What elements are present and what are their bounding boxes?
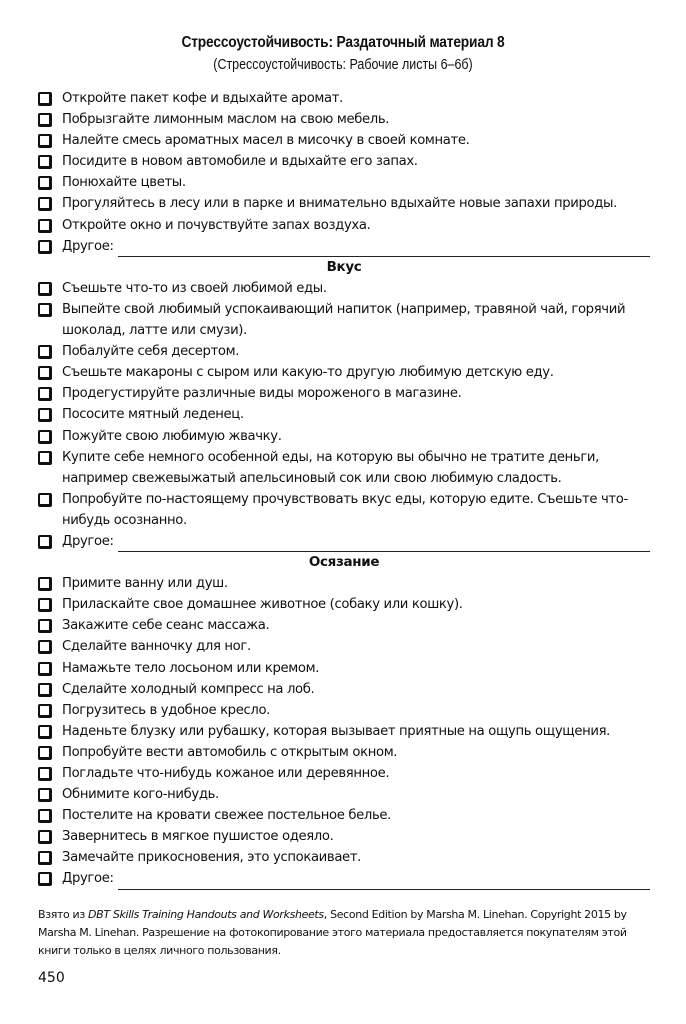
checklist-item-text: Налейте смесь ароматных масел в мисочку в своей комнате. (62, 133, 470, 149)
checklist-item (38, 573, 650, 594)
checklist-item-text: Пожуйте свою любимую жвачку. (62, 428, 282, 444)
checklist-item-text: Понюхайте цветы. (62, 175, 186, 191)
checklist-item (38, 847, 650, 868)
checklist-item (38, 826, 650, 847)
checklist-item (38, 383, 650, 404)
checklist-item (38, 299, 650, 341)
checklist-item (38, 278, 650, 299)
checklist-item-other (38, 531, 650, 552)
checklist-item (38, 742, 650, 763)
checklist-content (38, 88, 650, 890)
footer-suffix: , Second Edition by Marsha M. Linehan. Copyright 2015 by Marsha M. Linehan. Разрешение на фотокопирование этого материала предоставляется покупателям этой книги только в целях личного пользования. (38, 908, 627, 957)
page-title: Стрессоустойчивость: Раздаточный материал 8 (181, 34, 505, 51)
checklist-item-other (38, 236, 650, 257)
checkbox-icon[interactable] (38, 725, 52, 739)
checkbox-icon[interactable] (38, 176, 52, 190)
checkbox-icon[interactable] (38, 451, 52, 465)
checkbox-icon[interactable] (38, 577, 52, 591)
checklist-item (38, 172, 650, 193)
checkbox-icon[interactable] (38, 134, 52, 148)
other-write-in-line[interactable] (118, 875, 650, 890)
checkbox-icon[interactable] (38, 92, 52, 106)
checkbox-icon[interactable] (38, 662, 52, 676)
other-label: Другое: (62, 238, 114, 254)
checklist-item (38, 193, 650, 214)
checklist-item (38, 404, 650, 425)
checklist-item-text: Прогуляйтесь в лесу или в парке и внимательно вдыхайте новые запахи природы. (62, 196, 617, 212)
checkbox-icon[interactable] (38, 408, 52, 422)
checklist-item (38, 679, 650, 700)
checklist-item-other (38, 868, 650, 889)
checkbox-icon[interactable] (38, 704, 52, 718)
checkbox-icon[interactable] (38, 535, 52, 549)
checklist-item (38, 362, 650, 383)
checklist-item-text: Сделайте ванночку для ног. (62, 639, 251, 655)
footer-book-title: DBT Skills Training Handouts and Worksheets (88, 908, 324, 921)
checkbox-icon[interactable] (38, 197, 52, 211)
checkbox-icon[interactable] (38, 809, 52, 823)
checklist-item (38, 130, 650, 151)
checklist-item-text: Откройте окно и почувствуйте запах воздуха. (62, 217, 371, 233)
checklist-item (38, 658, 650, 679)
page-number: 450 (38, 970, 65, 986)
checkbox-icon[interactable] (38, 619, 52, 633)
checklist-item (38, 615, 650, 636)
footer-prefix: Взято из (38, 908, 88, 921)
checkbox-icon[interactable] (38, 387, 52, 401)
section-heading: Вкус (326, 258, 362, 275)
checklist-item-text: Побрызгайте лимонным маслом на свою мебель. (62, 112, 390, 128)
checklist-item (38, 721, 650, 742)
checkbox-icon[interactable] (38, 767, 52, 781)
other-label: Другое: (62, 533, 114, 549)
checklist-item (38, 489, 650, 531)
checklist-item-text: Обнимите кого-нибудь. (62, 787, 219, 803)
checkbox-icon[interactable] (38, 640, 52, 654)
checklist-item (38, 784, 650, 805)
checklist-item-text: Приласкайте свое домашнее животное (собаку или кошку). (62, 597, 463, 613)
checkbox-icon[interactable] (38, 113, 52, 127)
other-label: Другое: (62, 871, 114, 887)
checkbox-icon[interactable] (38, 830, 52, 844)
checkbox-icon[interactable] (38, 282, 52, 296)
checklist-item (38, 447, 650, 489)
checklist-item-text: Закажите себе сеанс массажа. (62, 618, 270, 634)
checklist-item (38, 763, 650, 784)
checkbox-icon[interactable] (38, 366, 52, 380)
checklist-item-text: Купите себе немного особенной еды, на которую вы обычно не тратите деньги, например свежевыжатый апельсиновый сок или свою любимую сладость. (62, 449, 599, 486)
checkbox-icon[interactable] (38, 493, 52, 507)
checklist-item-text: Продегустируйте различные виды мороженого в магазине. (62, 386, 462, 402)
checklist-item-text: Выпейте свой любимый успокаивающий напиток (например, травяной чай, горячий шоколад, латте или смузи). (62, 301, 626, 339)
checklist-item (38, 341, 650, 362)
checklist-item-text: Примите ванну или душ. (62, 576, 228, 592)
checkbox-icon[interactable] (38, 851, 52, 865)
checklist-item (38, 700, 650, 721)
checklist-item (38, 426, 650, 447)
checklist-item (38, 636, 650, 657)
checkbox-icon[interactable] (38, 683, 52, 697)
checklist-item-text: Откройте пакет кофе и вдыхайте аромат. (62, 91, 343, 106)
checkbox-icon[interactable] (38, 155, 52, 169)
checkbox-icon[interactable] (38, 872, 52, 886)
checkbox-icon[interactable] (38, 240, 52, 254)
checklist-item-text: Сделайте холодный компресс на лоб. (62, 681, 315, 697)
checklist-item (38, 151, 650, 172)
checkbox-icon[interactable] (38, 598, 52, 612)
checklist-item-text: Намажьте тело лосьоном или кремом. (62, 660, 320, 676)
checkbox-icon[interactable] (38, 219, 52, 233)
checklist-item (38, 109, 650, 130)
page-subtitle: (Стрессоустойчивость: Рабочие листы 6–6б) (213, 57, 473, 73)
checklist-item (38, 805, 650, 826)
checklist-item-text: Погрузитесь в удобное кресло. (62, 702, 271, 718)
checkbox-icon[interactable] (38, 345, 52, 359)
checklist-item-text: Пососите мятный леденец. (62, 407, 244, 423)
checklist-item-text: Попробуйте вести автомобиль с открытым окном. (62, 744, 398, 760)
checkbox-icon[interactable] (38, 303, 52, 317)
checkbox-icon[interactable] (38, 788, 52, 802)
checklist-item-text: Посидите в новом автомобиле и вдыхайте его запах. (62, 154, 418, 170)
checklist-item-text: Наденьте блузку или рубашку, которая вызывает приятные на ощупь ощущения. (62, 723, 611, 739)
checklist-item-text: Побалуйте себя десертом. (62, 344, 240, 360)
checklist-item-text: Завернитесь в мягкое пушистое одеяло. (62, 829, 334, 845)
other-write-in-line[interactable] (118, 537, 650, 552)
checklist-item-text: Попробуйте по-настоящему прочувствовать вкус еды, которую едите. Съешьте что-нибудь осознанно. (62, 491, 628, 528)
copyright-footer (38, 906, 653, 960)
section-heading: Осязание (308, 554, 380, 571)
checkbox-icon[interactable] (38, 746, 52, 760)
checklist-item-text: Постелите на кровати свежее постельное белье. (62, 808, 391, 824)
checklist-item-text: Замечайте прикосновения, это успокаивает. (62, 850, 361, 866)
checklist-item (38, 88, 650, 109)
checklist-item-text: Погладьте что-нибудь кожаное или деревянное. (62, 766, 390, 781)
checklist-item (38, 594, 650, 615)
checkbox-icon[interactable] (38, 430, 52, 444)
checklist-item (38, 215, 650, 236)
checklist-item-text: Съешьте макароны с сыром или какую-то другую любимую детскую еду. (62, 365, 554, 381)
other-write-in-line[interactable] (118, 242, 650, 257)
checklist-item-text: Съешьте что-то из своей любимой еды. (62, 280, 327, 296)
